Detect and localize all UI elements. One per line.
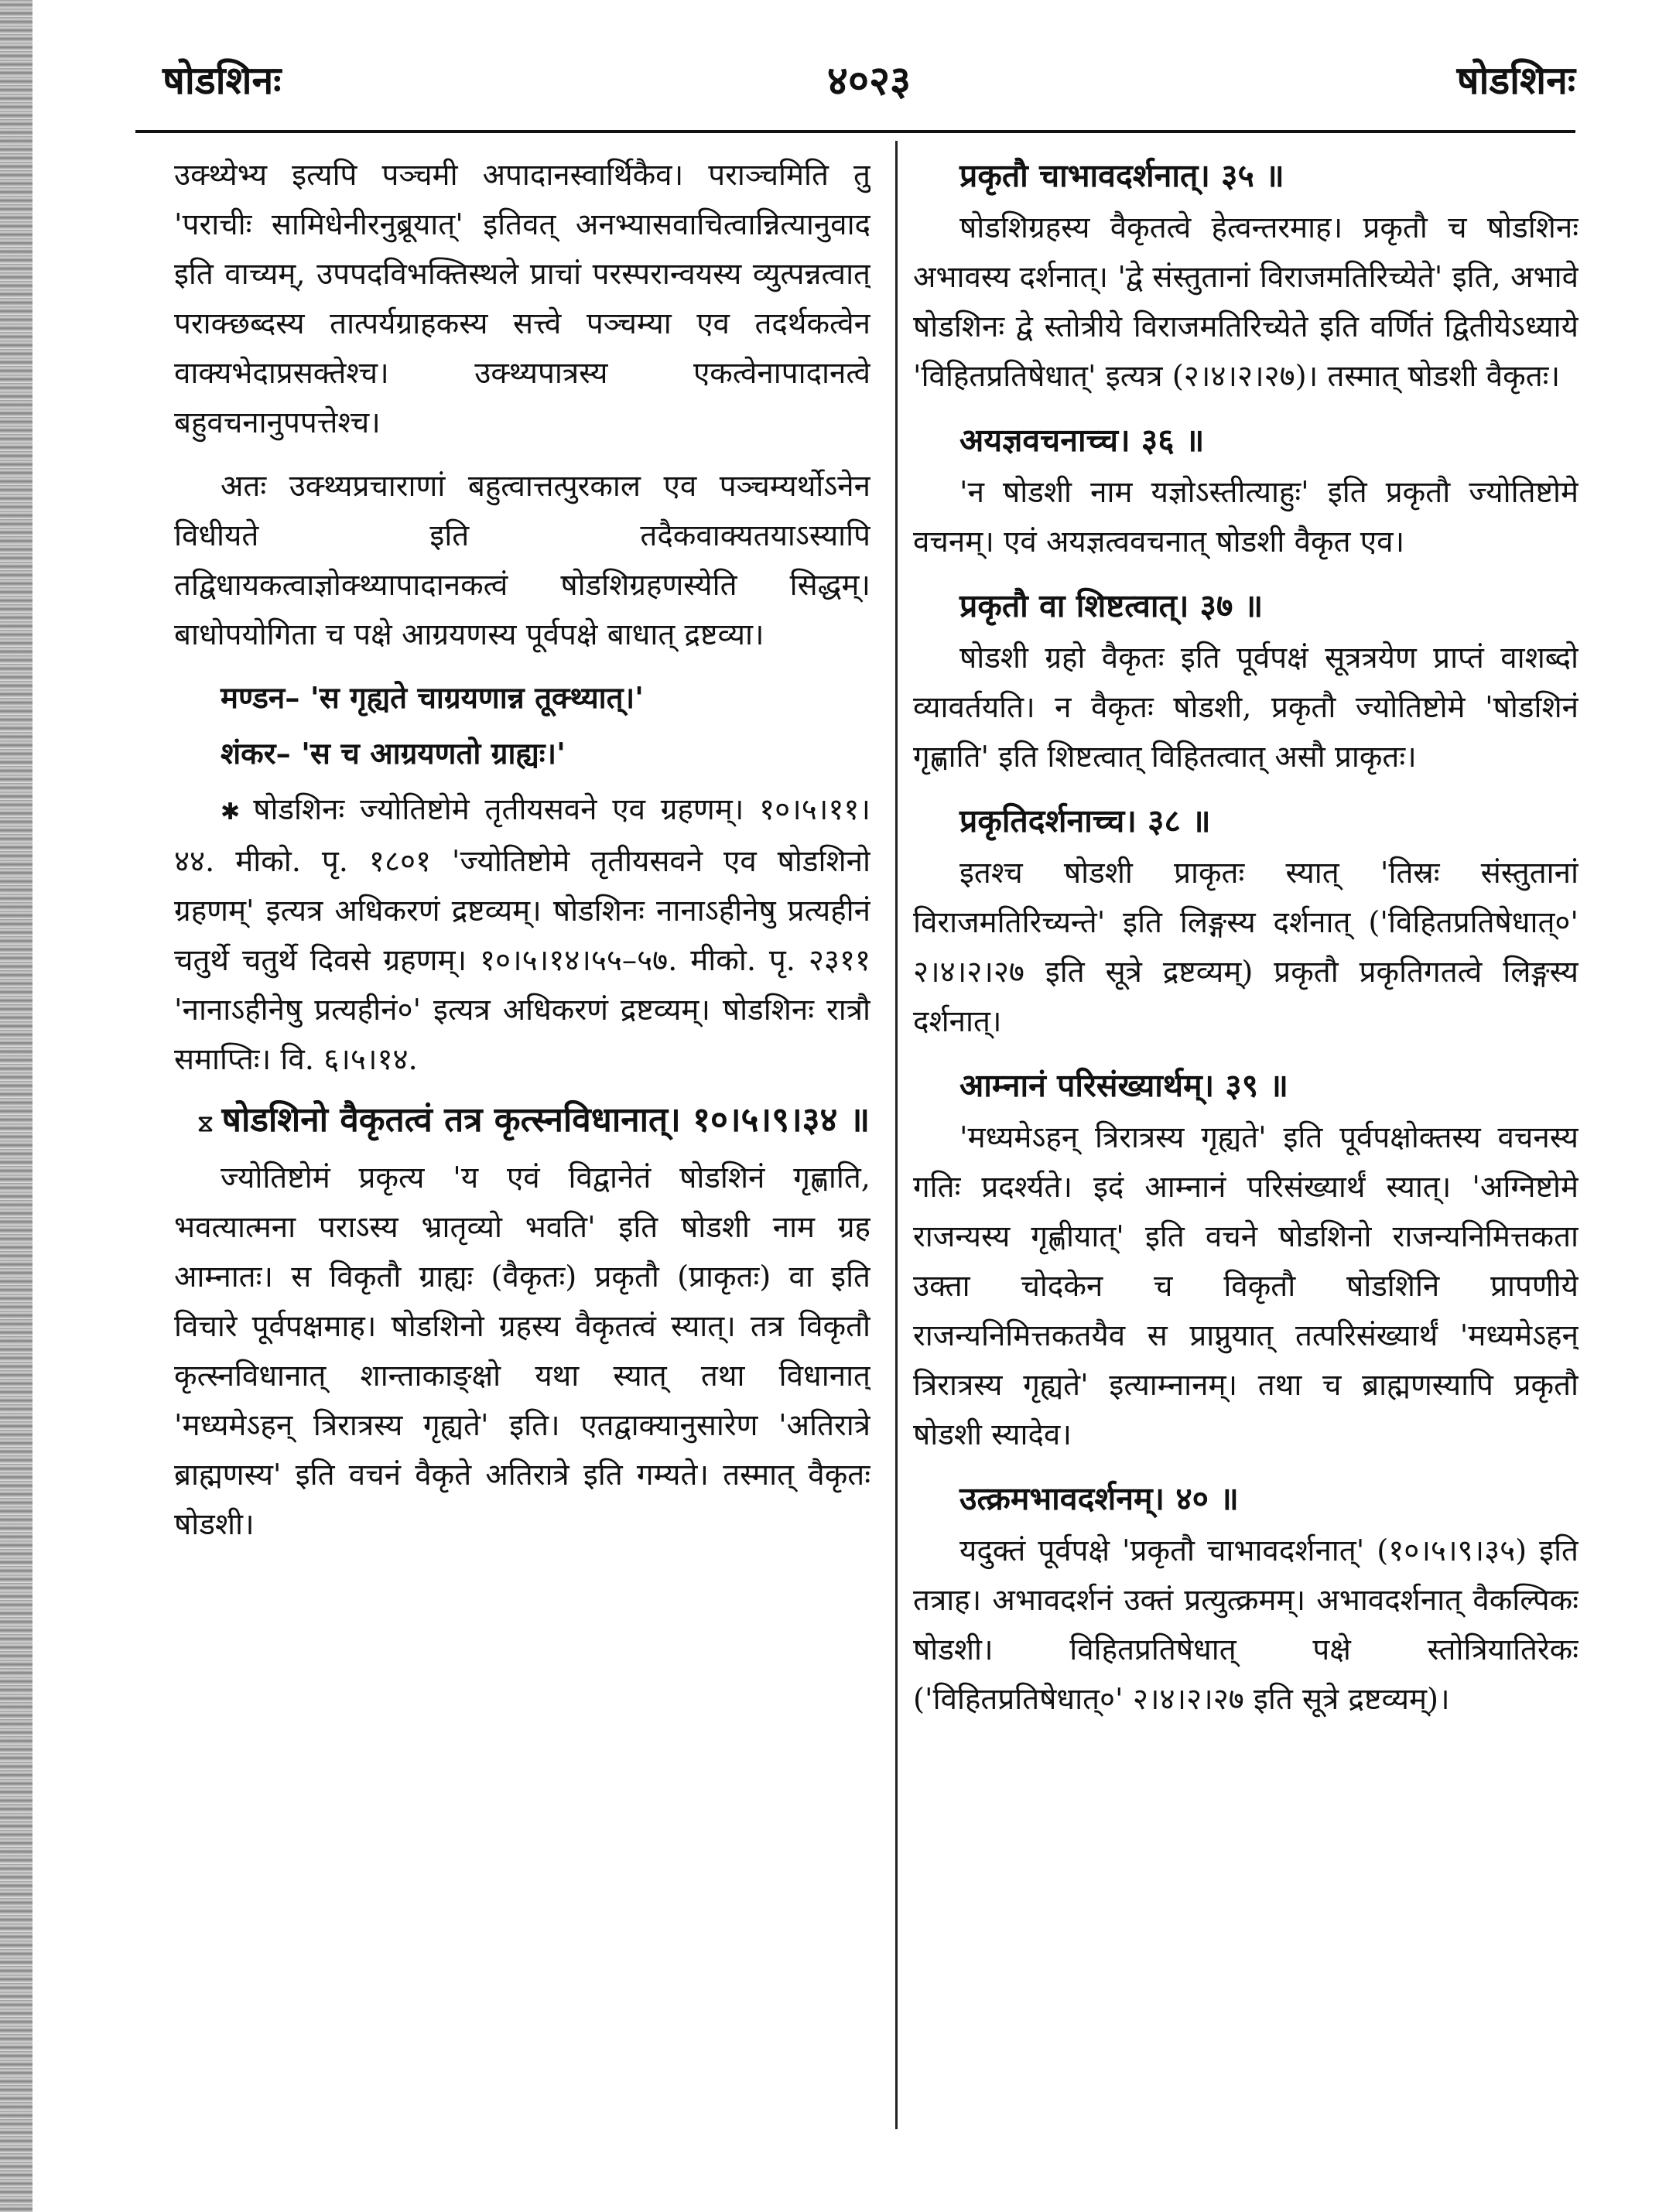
column-divider	[895, 141, 898, 2129]
reference-note-text: षोडशिनः ज्योतिष्टोमे तृतीयसवने एव ग्रहणम्। १०।५।११।४४. मीको. पृ. १८०१ 'ज्योतिष्टोमे तृतीयसवने एव षोडशिनो ग्रहणम्' इत्यत्र अधिकरणं द्रष्टव्यम्। षोडशिनः नानाऽहीनेषु प्रत्यहीनं चतुर्थे चतुर्थे दिवसे ग्रहणम्। १०।५।१४।५५–५७. मीको. पृ. २३११ 'नानाऽहीनेषु प्रत्यहीनं०' इत्यत्र अधिकरणं द्रष्टव्यम्। षोडशिनः रात्रौ समाप्तिः। वि. ६।५।१४.	[174, 792, 870, 1077]
header-rule	[135, 130, 1575, 133]
shankara-quote: शंकर– 'स च आग्रयणतो ग्राह्यः।'	[221, 737, 566, 771]
paragraph: षोडशी ग्रहो वैकृतः इति पूर्वपक्षं सूत्रत्रयेण प्राप्तं वाशब्दो व्यावर्तयति। न वैकृतः षोडशी, प्रकृतौ ज्योतिष्टोमे 'षोडशिनं गृह्णाति' इति शिष्टत्वात् विहितत्वात् असौ प्राकृतः।	[913, 641, 1579, 774]
sutra-37: प्रकृतौ वा शिष्टत्वात्। ३७ ॥	[959, 587, 1264, 624]
sutra-39: आम्नानं परिसंख्यार्थम्। ३९ ॥	[959, 1067, 1288, 1104]
paragraph: इतश्च षोडशी प्राकृतः स्यात् 'तिस्रः संस्तुतानां विराजमतिरिच्यन्ते' इति लिङ्गस्य दर्शनात् ('विहितप्रतिषेधात्०' २।४।२।२७ इति सूत्रे द्रष्टव्यम्) प्रकृतौ प्रकृतिगतत्वे लिङ्गस्य दर्शनात्।	[913, 856, 1579, 1039]
sutra-34	[174, 1096, 870, 1149]
right-column	[913, 151, 1579, 1738]
sutra-40: उत्क्रमभावदर्शनम्। ४० ॥	[959, 1480, 1239, 1517]
sutra-34-text: षोडशिनो वैकृतत्वं तत्र कृत्स्नविधानात्। १०।५।९।३४ ॥	[221, 1100, 870, 1140]
paragraph: षोडशिग्रहस्य वैकृतत्वे हेत्वन्तरमाह। प्रकृतौ च षोडशिनः अभावस्य दर्शनात्। 'द्वे संस्तुतानां विराजमतिरिच्येते' इति, अभावे षोडशिनः द्वे स्तोत्रीये विराजमतिरिच्येते इति वर्णितं द्वितीयेऽध्याये 'विहितप्रतिषेधात्' इत्यत्र (२।४।२।२७)। तस्मात् षोडशी वैकृतः।	[913, 210, 1579, 394]
mandana-quote: मण्डन– 'स गृह्यते चाग्रयणान्न तूक्थ्यात्।'	[221, 681, 644, 716]
page-number: ४०२३	[826, 56, 912, 104]
asterisk-icon: ✱	[221, 798, 254, 826]
paragraph: 'न षोडशी नाम यज्ञोऽस्तीत्याहुः' इति प्रकृतौ ज्योतिष्टोमे वचनम्। एवं अयज्ञत्ववचनात् षोडशी वैकृत एव।	[913, 475, 1579, 559]
paragraph: अतः उक्थ्यप्रचाराणां बहुत्वात्तत्पुरकाल एव पञ्चम्यर्थोऽनेन विधीयते इति तदैकवाक्यतयाऽस्यापि तद्विधायकत्वाज्ञोक्थ्यापादानकत्वं षोडशिग्रहणस्येति सिद्धम्। बाधोपयोगिता च पक्षे आग्रयणस्य पूर्वपक्षे बाधात् द्रष्टव्या।	[174, 469, 870, 652]
paragraph: ज्योतिष्टोमं प्रकृत्य 'य एवं विद्वानेतं षोडशिनं गृह्णाति, भवत्यात्मना पराऽस्य भ्रातृव्यो भवति' इति षोडशी नाम ग्रह आम्नातः। स विकृतौ ग्राह्यः (वैकृतः) प्रकृतौ (प्राकृतः) वा इति विचारे पूर्वपक्षमाह। षोडशिनो ग्रहस्य वैकृतत्वं स्यात्। तत्र विकृतौ कृत्स्नविधानात् शान्ताकाङ्क्षो यथा स्यात् तथा विधानात् 'मध्यमेऽहन् त्रिरात्रस्य गृह्यते' इति। एतद्वाक्यानुसारेण 'अतिरात्रे ब्राह्मणस्य' इति वचनं वैकृते अतिरात्रे इति गम्यते। तस्मात् वैकृतः षोडशी।	[174, 1161, 870, 1542]
header-right-title: षोडशिनः	[1456, 57, 1575, 103]
sutra-38: प्रकृतिदर्शनाच्च। ३८ ॥	[959, 802, 1211, 839]
running-header	[162, 40, 1575, 118]
paragraph: यदुक्तं पूर्वपक्षे 'प्रकृतौ चाभावदर्शनात्' (१०।५।९।३५) इति तत्राह। अभावदर्शनं उक्तं प्रत्युत्क्रमम्। अभावदर्शनात् वैकल्पिकः षोडशी। विहितप्रतिषेधात् पक्षे स्तोत्रियातिरेकः ('विहितप्रतिषेधात्०' २।४।२।२७ इति सूत्रे द्रष्टव्यम्)।	[913, 1533, 1579, 1717]
paragraph: उक्थ्येभ्य इत्यपि पञ्चमी अपादानस्वार्थिकैव। पराञ्चमिति तु 'पराचीः सामिधेनीरनुब्रूयात्' इतिवत् अनभ्यासवाचित्वान्नित्यानुवाद इति वाच्यम्, उपपदविभक्तिस्थले प्राचां परस्परान्वयस्य व्युत्पन्नत्वात् पराक्छब्दस्य तात्पर्यग्राहकस्य सत्त्वे पञ्चम्या एव तदर्थकत्वेन वाक्यभेदाप्रसक्तेश्च। उक्थ्यपात्रस्य एकत्वेनापादानत्वे बहुवचनानुपपत्तेश्च।	[174, 158, 870, 440]
header-left-title: षोडशिनः	[162, 57, 282, 103]
reference-note	[174, 785, 870, 1085]
left-column	[174, 151, 870, 1564]
sutra-35: प्रकृतौ चाभावदर्शनात्। ३५ ॥	[959, 157, 1284, 194]
sutra-36: अयज्ञवचनाच्च। ३६ ॥	[959, 422, 1205, 459]
paragraph: 'मध्यमेऽहन् त्रिरात्रस्य गृह्यते' इति पूर्वपक्षोक्तस्य वचनस्य गतिः प्रदर्श्यते। इदं आम्नानं परिसंख्यार्थं स्यात्। 'अग्निष्टोमे राजन्यस्य गृह्णीयात्' इति वचने षोडशिनो राजन्यनिमित्तकता उक्ता चोदकेन च विकृतौ षोडशिनि प्रापणीये राजन्यनिमित्तकतयैव स प्राप्नुयात् तत्परिसंख्यार्थं 'मध्यमेऽहन् त्रिरात्रस्य गृह्यते' इत्याम्नानम्। तथा च ब्राह्मणस्यापि प्रकृतौ षोडशी स्यादेव।	[913, 1120, 1579, 1452]
section-mark-icon: ⧖	[197, 1110, 222, 1137]
